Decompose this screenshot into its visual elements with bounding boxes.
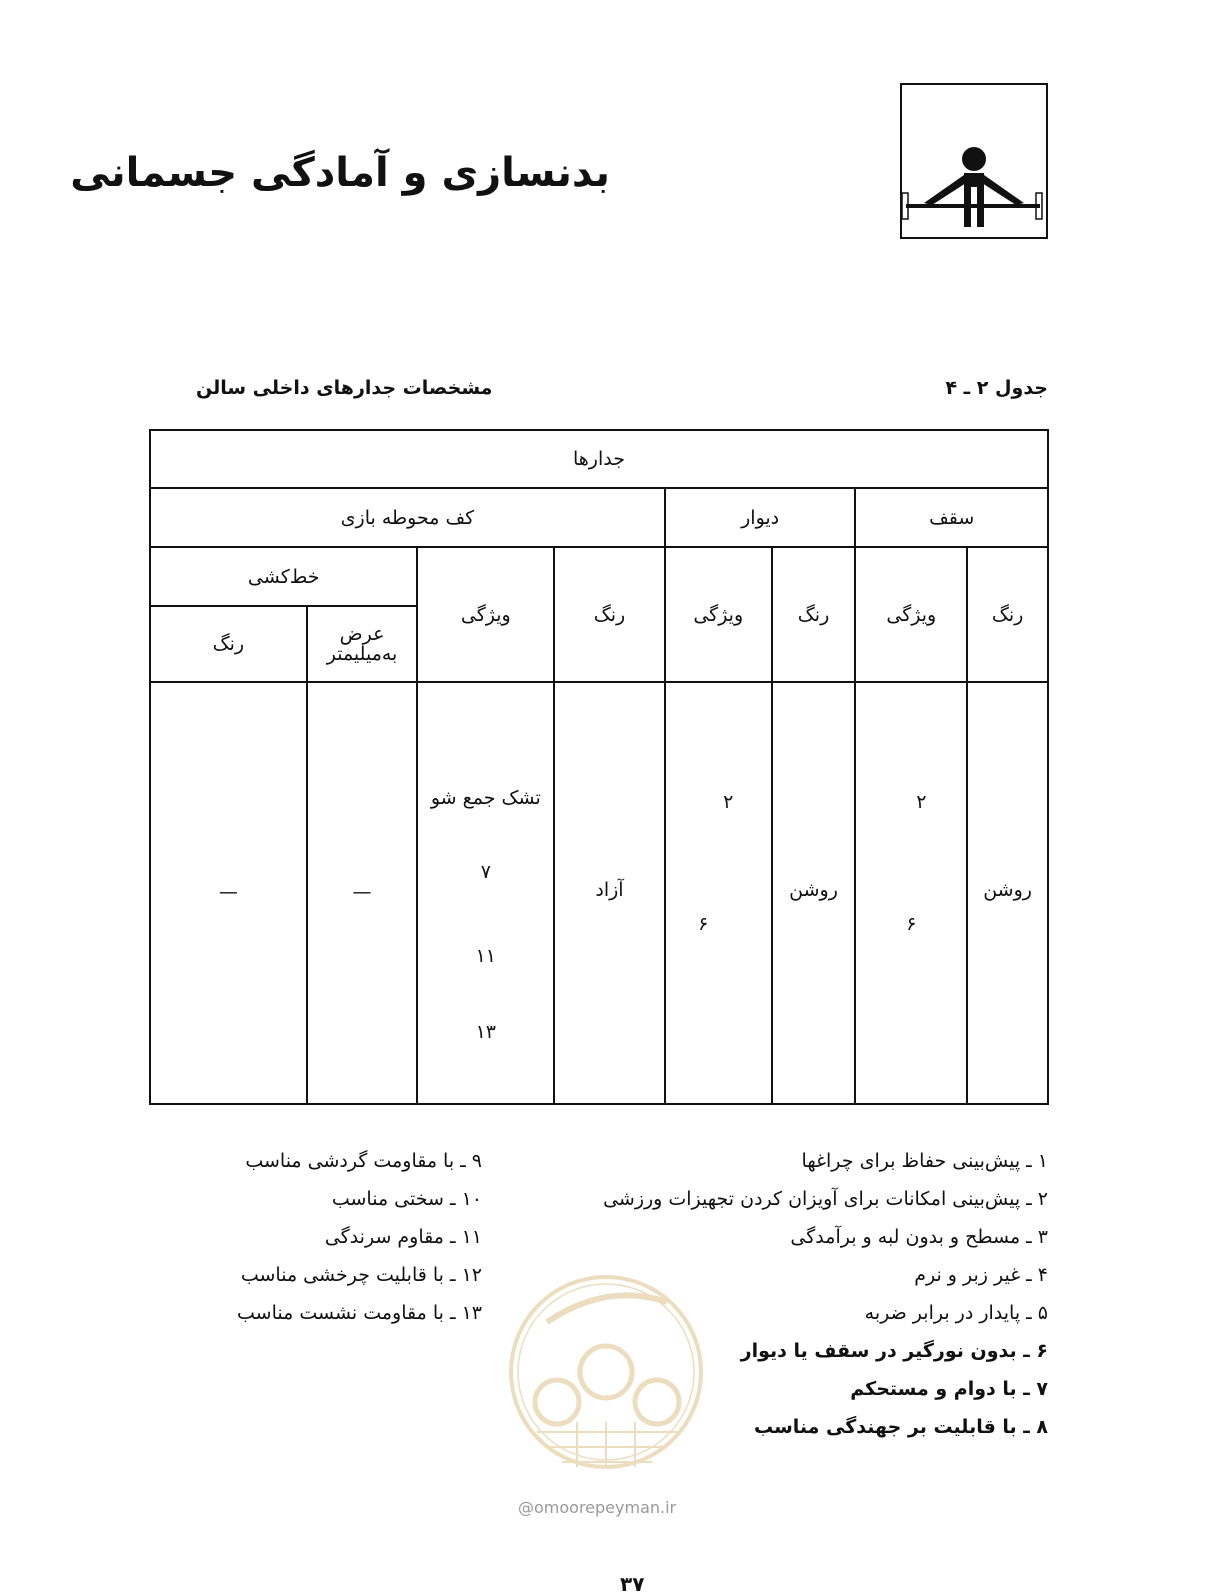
col-line-width-label-1: عرض [339,623,385,645]
col-floor-feature: ویژگی [417,547,554,682]
section-ceiling: سقف [855,488,1048,547]
col-line-width-label-2: به‌میلیمتر [326,643,398,665]
ceiling-feature-1: ۲ [916,791,927,813]
ceiling-feature-cell [855,682,967,1104]
floor-color-value: آزاد [595,879,624,901]
group-header: جدارها [150,430,1048,488]
watermark-text: @omoorepeyman.ir [518,1498,677,1517]
floor-feature-2: ۷ [480,861,491,883]
note-item: ۱۱ ـ مقاوم سرندگی [324,1226,482,1248]
note-item: ۲ ـ پیش‌بینی امکانات برای آویزان کردن تجهیزات ورزشی [603,1188,1048,1210]
note-item: ۱۲ ـ با قابلیت چرخشی مناسب [240,1264,482,1286]
col-ceiling-color: رنگ [967,547,1048,682]
table-number: جدول ۲ ـ ۴ [945,377,1048,399]
page-title: بدنسازی و آمادگی جسمانی [70,150,610,196]
col-wall-color: رنگ [772,547,856,682]
line-color-cell [150,682,307,1104]
section-wall: دیوار [665,488,856,547]
col-line-width [307,606,418,682]
gear-scale-logo-icon [507,1262,705,1492]
floor-feature-4: ۱۳ [475,1021,497,1043]
floor-feature-1: تشک جمع شو [430,787,541,809]
section-floor: کف محوطه بازی [150,488,665,547]
page-number: ۳۷ [620,1572,645,1596]
ceiling-color-value: روشن [983,879,1032,901]
weightlifter-logo [900,83,1048,239]
note-item: ۱۳ ـ با مقاومت نشست مناسب [237,1302,482,1324]
col-floor-color: رنگ [554,547,665,682]
wall-feature-1: ۲ [723,791,734,813]
table-caption [196,377,1048,407]
note-item: ۳ ـ مسطح و بدون لبه و برآمدگی [790,1226,1048,1248]
note-item: ۹ ـ با مقاومت گردشی مناسب [245,1150,482,1172]
note-item: ۸ ـ با قابلیت بر جهندگی مناسب [753,1416,1048,1438]
col-line-marking: خط‌کشی [150,547,417,606]
weightlifter-icon [902,85,1050,241]
note-item: ۱ ـ پیش‌بینی حفاظ برای چراغها [801,1150,1048,1172]
notes-list-left [228,1142,482,1332]
col-wall-feature: ویژگی [665,547,772,682]
wall-feature-2: ۶ [698,913,709,935]
note-item: ۶ ـ بدون نورگیر در سقف یا دیوار [740,1340,1048,1362]
wall-color-cell [772,682,856,1104]
line-width-value: — [352,881,372,903]
floor-feature-cell [417,682,554,1104]
watermark-logo [507,1262,705,1522]
col-ceiling-feature: ویژگی [855,547,967,682]
wall-feature-cell [665,682,772,1104]
table-title: مشخصات جدارهای داخلی سالن [196,377,493,399]
wall-color-value: روشن [789,879,838,901]
col-line-color: رنگ [150,606,307,682]
floor-color-cell [554,682,665,1104]
line-color-value: — [218,881,238,903]
floor-feature-3: ۱۱ [475,945,497,967]
note-item: ۱۰ ـ سختی مناسب [331,1188,482,1210]
wall-specs-table [149,429,1049,1105]
ceiling-color-cell [967,682,1048,1104]
note-item: ۴ ـ غیر زبر و نرم [914,1264,1048,1286]
note-item: ۵ ـ پایدار در برابر ضربه [864,1302,1048,1324]
line-width-cell [307,682,418,1104]
note-item: ۷ ـ با دوام و مستحکم [850,1378,1048,1400]
ceiling-feature-2: ۶ [906,913,917,935]
